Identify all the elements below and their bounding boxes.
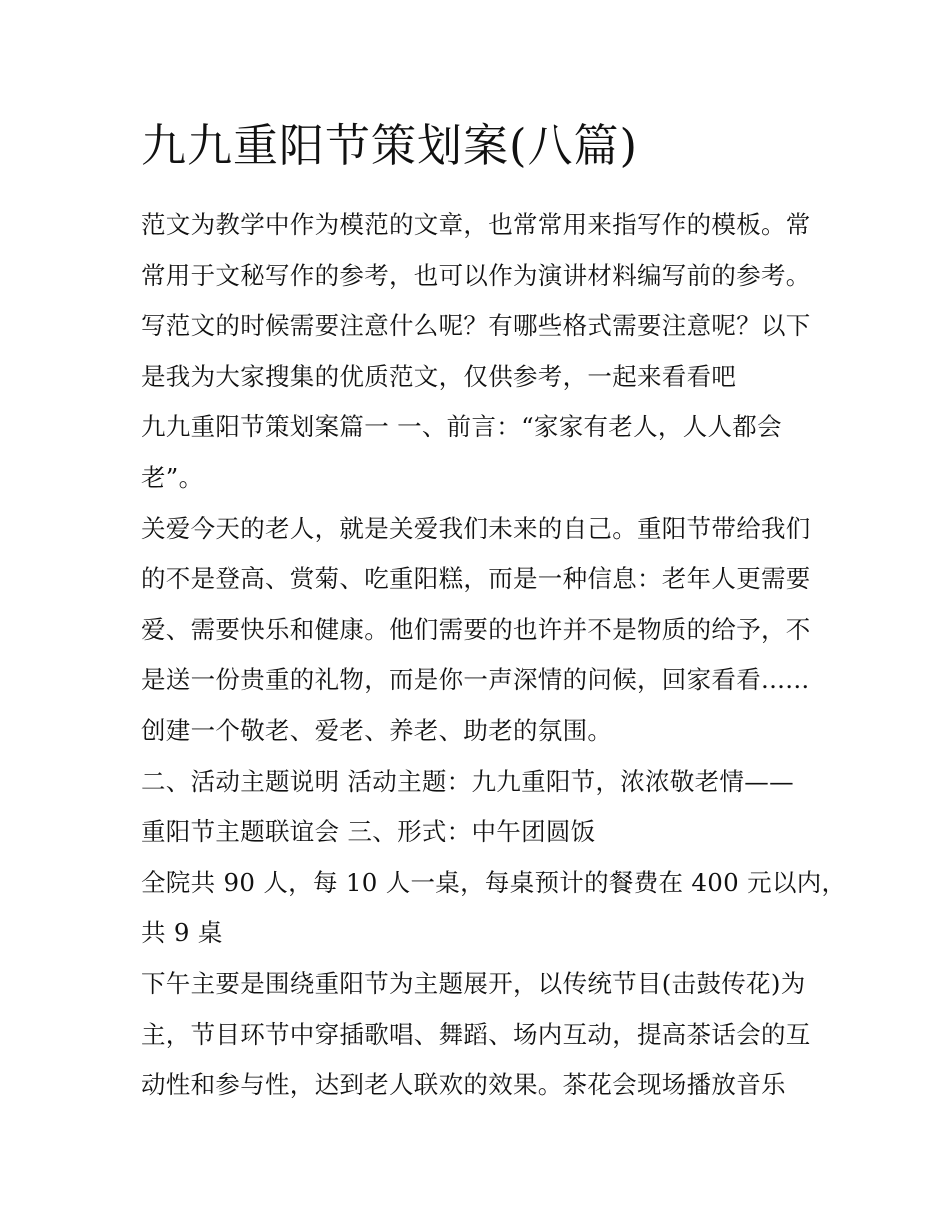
body-line: 老”。 [141, 462, 204, 492]
body-line: 重阳节主题联谊会 三、形式：中午团圆饭 [141, 817, 596, 847]
body-line: 九九重阳节策划案篇一 一、前言：“家家有老人，人人都会 [141, 412, 782, 442]
body-line: 是我为大家搜集的优质范文，仅供参考，一起来看看吧 [141, 361, 737, 391]
body-line: 是送一份贵重的礼物，而是你一声深情的问候，回家看看...... [141, 665, 810, 695]
document-title: 九九重阳节策划案(八篇) [141, 119, 639, 172]
body-line: 爱、需要快乐和健康。他们需要的也许并不是物质的给予，不 [141, 614, 811, 644]
document-body [141, 200, 847, 1111]
body-line: 常用于文秘写作的参考，也可以作为演讲材料编写前的参考。 [141, 260, 811, 290]
body-line: 下午主要是围绕重阳节为主题展开，以传统节目(击鼓传花)为 [141, 968, 806, 998]
body-line: 范文为教学中作为模范的文章，也常常用来指写作的模板。常 [141, 210, 811, 239]
body-line: 的不是登高、赏菊、吃重阳糕，而是一种信息：老年人更需要 [141, 564, 811, 594]
body-line: 写范文的时候需要注意什么呢？有哪些格式需要注意呢？以下 [141, 311, 811, 341]
body-line: 共 9 桌 [141, 918, 223, 948]
body-line: 全院共 90 人，每 10 人一桌，每桌预计的餐费在 400 元以内， [141, 867, 847, 897]
body-line: 关爱今天的老人，就是关爱我们未来的自己。重阳节带给我们 [141, 513, 811, 543]
body-line: 动性和参与性，达到老人联欢的效果。茶花会现场播放音乐 [141, 1070, 786, 1100]
body-line: 主，节目环节中穿插歌唱、舞蹈、场内互动，提高茶话会的互 [141, 1019, 811, 1049]
body-line: 二、活动主题说明 活动主题：九九重阳节，浓浓敬老情—— [141, 766, 794, 796]
body-line: 创建一个敬老、爱老、养老、助老的氛围。 [141, 715, 613, 745]
